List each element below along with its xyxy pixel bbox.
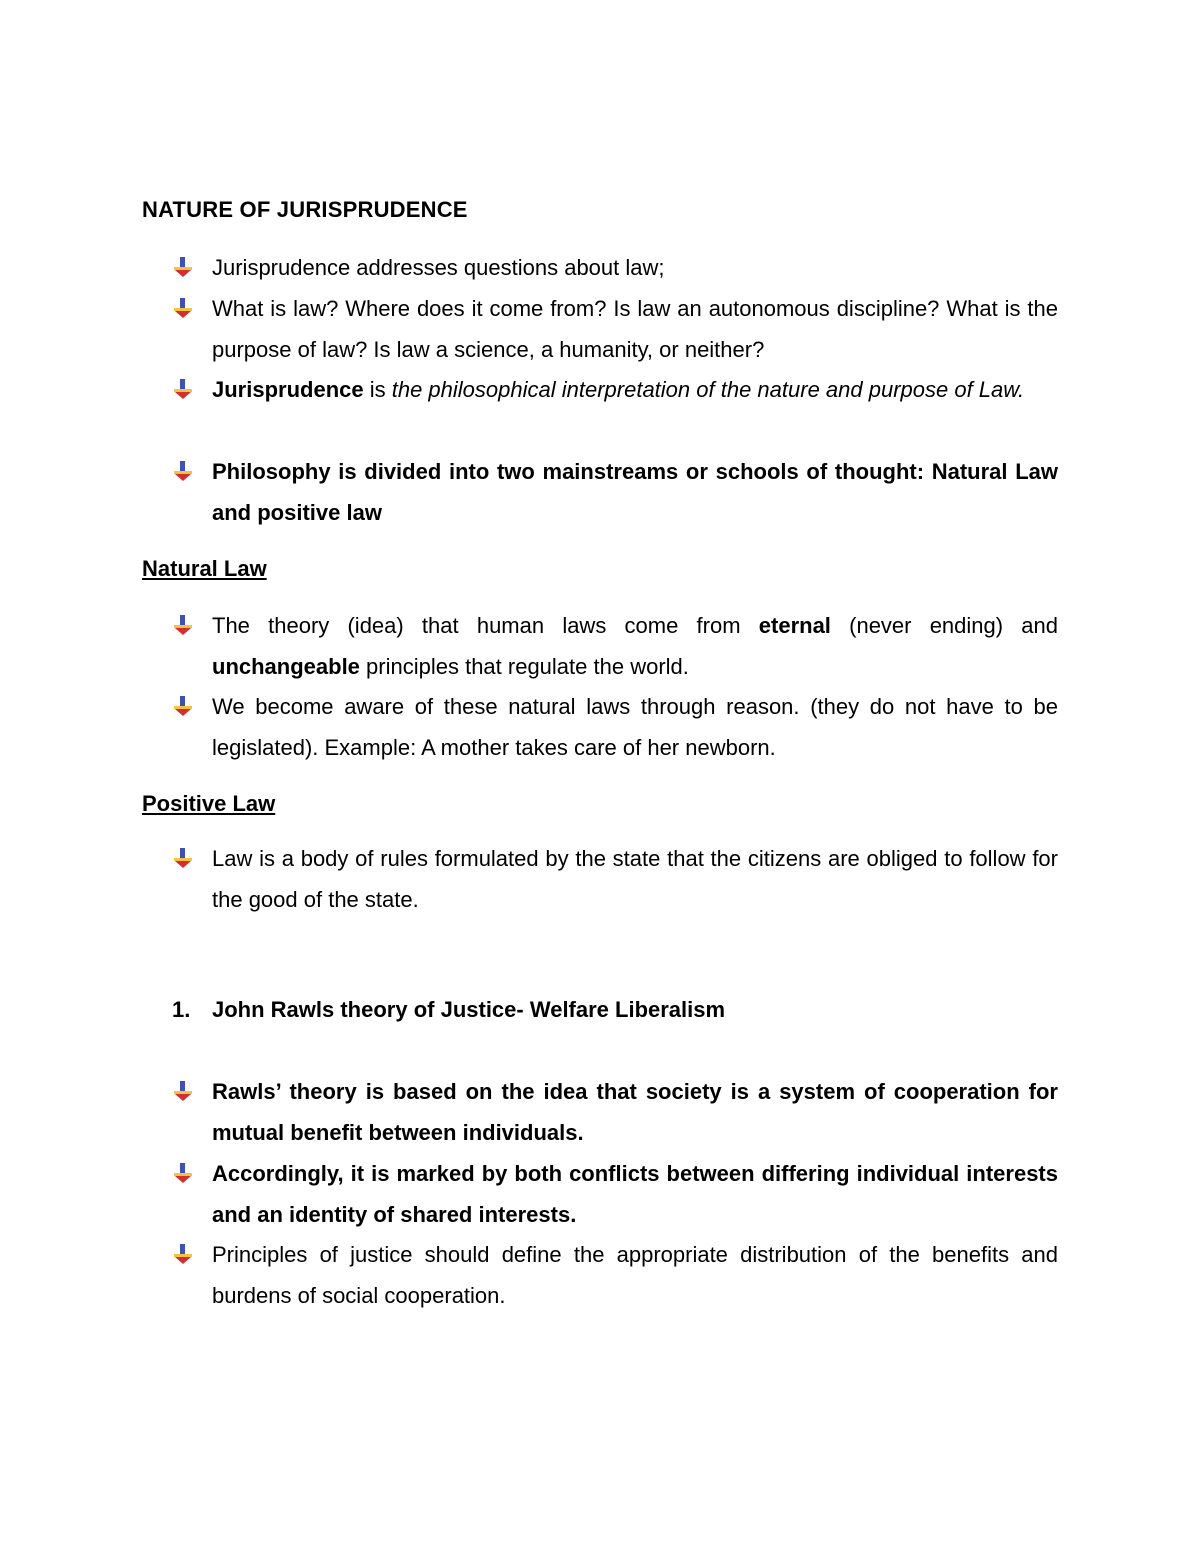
- list-item: [212, 1153, 1058, 1235]
- arrow-down-bullet-icon: [172, 1162, 194, 1184]
- list-item: [212, 369, 1058, 410]
- list-item: [212, 1234, 1058, 1316]
- page-title: NATURE OF JURISPRUDENCE: [142, 197, 468, 222]
- arrow-down-bullet-icon: [172, 1243, 194, 1265]
- list-number: 1.: [172, 997, 191, 1022]
- list-item: [212, 451, 1058, 533]
- bold-term: unchangeable: [212, 654, 360, 679]
- section-heading-positive-law: Positive Law: [142, 791, 276, 816]
- numbered-heading-text: John Rawls theory of Justice- Welfare Liberalism: [212, 997, 726, 1022]
- section-heading-natural-law: Natural Law: [142, 556, 267, 581]
- bold-term: eternal: [758, 613, 831, 638]
- numbered-heading-rawls: [172, 997, 725, 1023]
- list-item: [212, 605, 1065, 687]
- bullet-text: What is law? Where does it come from? Is law an autonomous discipline? What is the purpose of law? Is law a science, a humanity, or neither?: [212, 296, 1058, 362]
- list-item: [212, 288, 1058, 370]
- arrow-down-bullet-icon: [172, 847, 194, 869]
- list-item: [212, 1071, 1058, 1153]
- bullet-text: We become aware of these natural laws through reason. (they do not have to be legislated). Example: A mother takes care of her newborn.: [212, 694, 1058, 760]
- bullet-text: Principles of justice should define the appropriate distribution of the benefits and burdens of social cooperation.: [212, 1242, 1058, 1308]
- list-item: [212, 686, 1058, 768]
- bullet-text: Philosophy is divided into two mainstreams or schools of thought: Natural Law and positive law: [212, 459, 1058, 525]
- list-item: [212, 247, 1058, 288]
- definition-text: the philosophical interpretation of the nature and purpose of Law.: [391, 377, 1025, 402]
- bullet-text: is: [363, 377, 392, 402]
- bullet-text: principles that regulate the world.: [359, 654, 689, 679]
- arrow-down-bullet-icon: [172, 297, 194, 319]
- list-item: [212, 838, 1058, 920]
- bullet-text: Accordingly, it is marked by both conflicts between differing individual interests and an identity of shared interests.: [212, 1161, 1058, 1227]
- arrow-down-bullet-icon: [172, 378, 194, 400]
- arrow-down-bullet-icon: [172, 256, 194, 278]
- bullet-text: The theory (idea) that human laws come from: [212, 613, 759, 638]
- arrow-down-bullet-icon: [172, 1080, 194, 1102]
- bold-term: Jurisprudence: [212, 377, 364, 402]
- bullet-text: (never ending) and: [830, 613, 1065, 638]
- arrow-down-bullet-icon: [172, 614, 194, 636]
- arrow-down-bullet-icon: [172, 695, 194, 717]
- bullet-text: Jurisprudence addresses questions about law;: [212, 255, 665, 280]
- arrow-down-bullet-icon: [172, 460, 194, 482]
- bullet-text: Law is a body of rules formulated by the state that the citizens are obliged to follow for the good of the state.: [212, 846, 1058, 912]
- bullet-text: Rawls’ theory is based on the idea that society is a system of cooperation for mutual benefit between individuals.: [212, 1079, 1058, 1145]
